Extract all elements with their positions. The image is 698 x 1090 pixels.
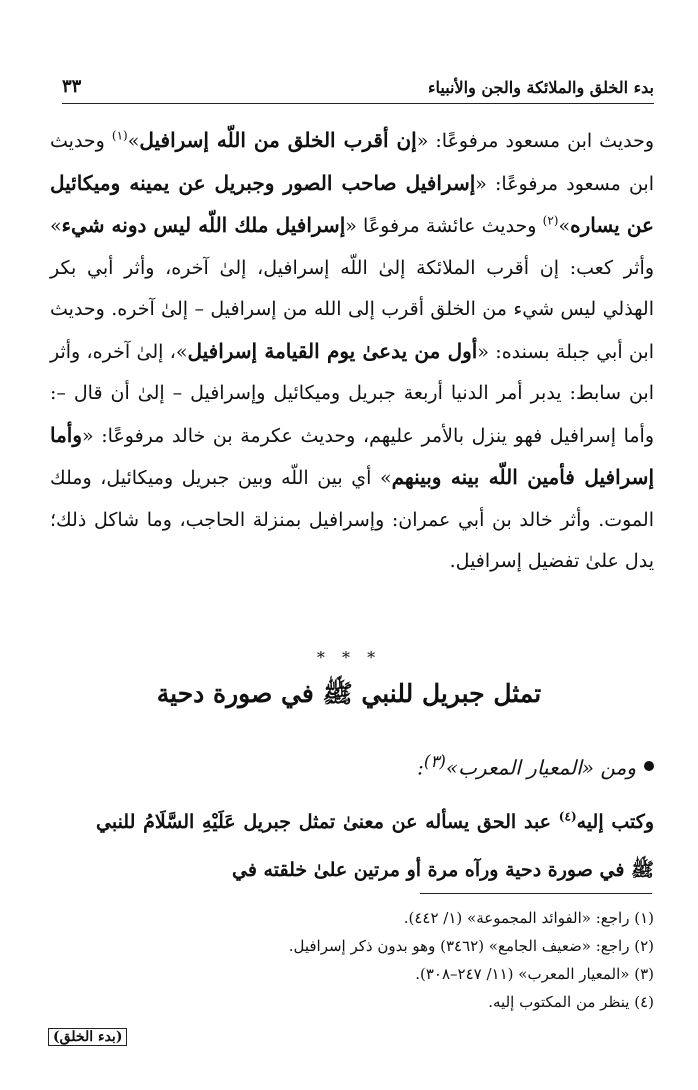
quote-segment: عبد الحق يسأله عن معنىٰ تمثل جبريل عَلَيْهِ السَّلَامُ للنبي ﷺ في صورة دحية ورآه مرة أو مرتين علىٰ خلقته في <box>96 811 654 881</box>
body-text-segment: » <box>127 130 140 152</box>
body-text-segment: وحديث ابن مسعود مرفوعًا: « <box>416 130 655 152</box>
source-text <box>417 752 636 780</box>
footnotes <box>289 904 654 1016</box>
body-text-segment: وحديث عائشة مرفوعًا « <box>345 215 543 237</box>
bullet-icon <box>644 761 654 771</box>
footnote-divider <box>420 893 652 894</box>
hadith-quote: وأما إسرافيل فأمين اللّه بينه وبينهم <box>50 422 654 489</box>
running-header <box>62 66 654 104</box>
section-separator: * * * <box>316 648 382 667</box>
body-text-segment: » <box>558 215 571 237</box>
footnote-ref: (٣) <box>423 752 446 771</box>
source-line <box>417 752 654 780</box>
page-number: ٣٣ <box>62 76 82 97</box>
body-text-segment: وحديث ابن مسعود مرفوعًا: « <box>50 130 654 195</box>
hadith-quote: أول من يدعىٰ يوم القيامة إسرافيل <box>187 338 478 363</box>
source-colon: : <box>417 755 424 780</box>
footnote-ref: (٢) <box>542 213 559 228</box>
footnote-item: (٣) «المعيار المعرب» (١١/ ٢٤٧–٣٠٨). <box>415 965 654 983</box>
footnote-item: (٢) راجع: «ضعيف الجامع» (٣٤٦٢) وهو بدون ذكر إسرافيل. <box>288 937 654 955</box>
source-title: ومن «المعيار المعرب» <box>445 755 636 780</box>
body-text-segment: » أي بين اللّه وبين جبريل وميكائيل، وملك الموت. وأثر خالد بن أبي عمران: وإسرافيل بمنزلة الحاجب، وما شاكل ذلك؛ يدل علىٰ تفضيل إسرافيل. <box>50 467 654 572</box>
quoted-passage <box>96 798 654 894</box>
hadith-quote: إسرافيل صاحب الصور وجبريل عن يمينه وميكائيل عن يساره <box>50 170 654 237</box>
body-text-segment: » وأثر كعب: إن أقرب الملائكة إلىٰ اللّه إسرافيل، إلىٰ آخره، وأثر أبي بكر الهذلي ليس شيء من الخلق أقرب إلى الله من إسرافيل – إلىٰ آخره. وحديث ابن أبي جبلة بسنده: « <box>50 215 654 363</box>
section-title: تمثل جبريل للنبي ﷺ في صورة دحية <box>156 679 542 708</box>
footnote-item: (٤) ينظر من المكتوب إليه. <box>488 993 654 1011</box>
hadith-quote: إن أقرب الخلق من اللّه إسرافيل <box>139 128 417 152</box>
body-text-segment: »، إلىٰ آخره، وأثر ابن سابط: يدبر أمر الدنيا أربعة جبريل وميكائيل وإسرافيل – إلىٰ أن قال –: وأما إسرافيل فهو ينزل بالأمر عليهم، وحديث عكرمة بن خالد مرفوعًا: « <box>50 340 654 447</box>
footnote-item: (١) راجع: «الفوائد المجموعة» (١/ ٤٤٢). <box>403 909 654 927</box>
body-paragraph <box>50 120 654 583</box>
quote-segment: وكتب إليه <box>576 811 655 833</box>
header-title: بدء الخلق والملائكة والجن والأنبياء <box>427 78 654 97</box>
footnote-ref: (٤) <box>558 809 577 824</box>
hadith-quote: إسرافيل ملك اللّه ليس دونه شيء <box>61 213 346 237</box>
footnote-ref: (١) <box>111 128 128 143</box>
footer-tag: (بدء الخلق) <box>48 1028 127 1046</box>
